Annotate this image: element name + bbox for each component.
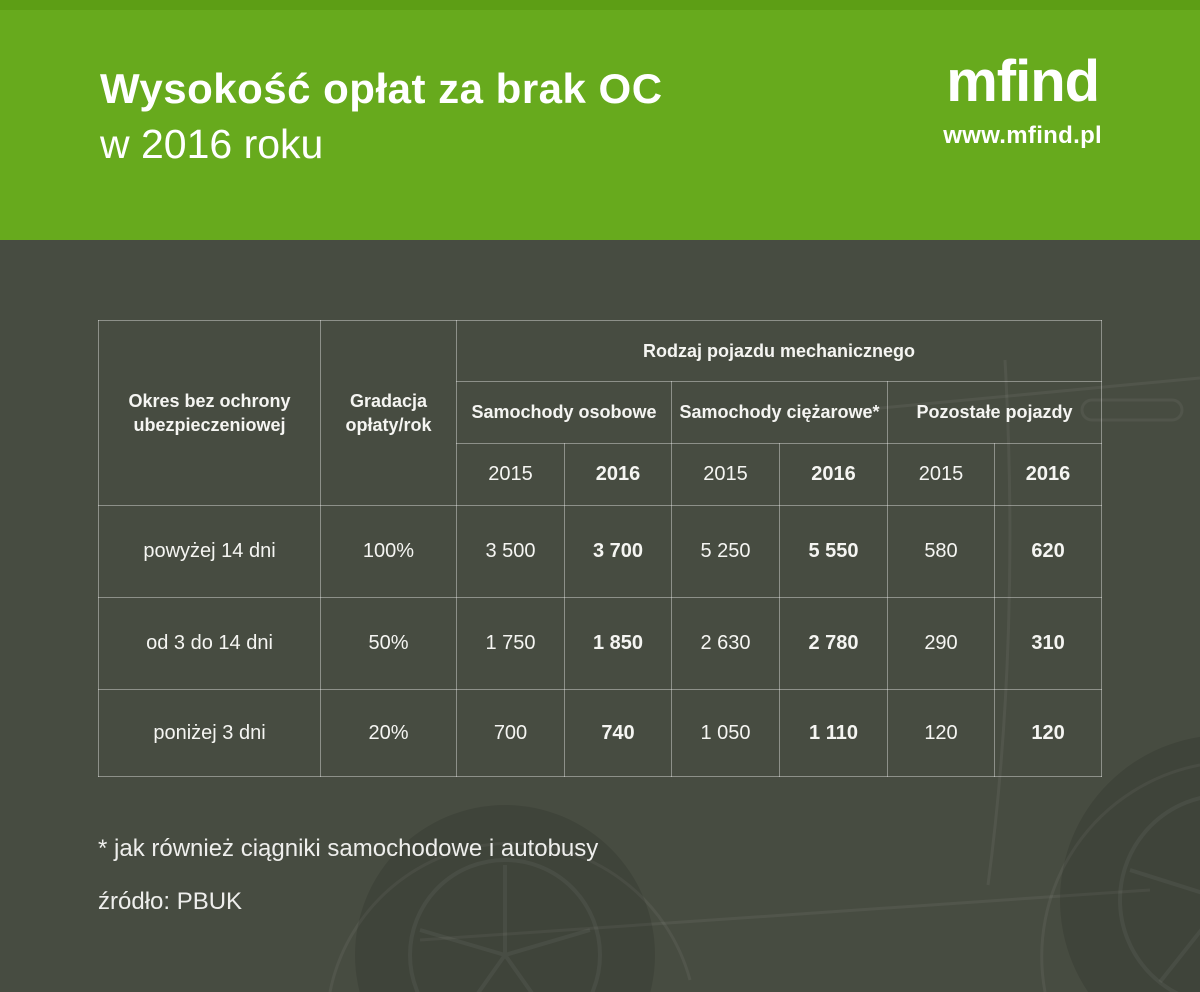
value-cell: 120 (995, 690, 1102, 777)
value-cell: 5 550 (780, 506, 888, 598)
okres-cell: powyżej 14 dni (99, 506, 321, 598)
value-cell: 620 (995, 506, 1102, 598)
header-top-stripe (0, 0, 1200, 10)
year-header: 2015 (457, 444, 565, 506)
value-cell: 310 (995, 598, 1102, 690)
gradacja-cell: 50% (321, 598, 457, 690)
website-url: www.mfind.pl (943, 121, 1102, 149)
page-title (100, 64, 663, 170)
value-cell: 740 (565, 690, 672, 777)
group-header-rodzaj-pojazdu: Rodzaj pojazdu mechanicznego (457, 321, 1102, 382)
title-line-1: Wysokość opłat za brak OC (100, 65, 663, 112)
value-cell: 1 750 (457, 598, 565, 690)
value-cell: 120 (888, 690, 995, 777)
subheader-samochody-ciezarowe: Samochody ciężarowe* (672, 382, 888, 444)
asterisk-footnote: * jak również ciągniki samochodowe i autobusy (98, 835, 599, 862)
year-header: 2015 (672, 444, 780, 506)
value-cell: 580 (888, 506, 995, 598)
column-header-gradacja: Gradacja opłaty/rok (321, 321, 457, 506)
source-note: źródło: PBUK (98, 888, 243, 915)
value-cell: 3 500 (457, 506, 565, 598)
year-header: 2016 (995, 444, 1102, 506)
table-row (99, 690, 1102, 777)
subheader-pozostale-pojazdy: Pozostałe pojazdy (888, 382, 1102, 444)
fees-table (98, 320, 1102, 777)
value-cell: 3 700 (565, 506, 672, 598)
header-banner (0, 0, 1200, 240)
gradacja-cell: 20% (321, 690, 457, 777)
value-cell: 1 850 (565, 598, 672, 690)
year-header: 2016 (780, 444, 888, 506)
subheader-samochody-osobowe: Samochody osobowe (457, 382, 672, 444)
value-cell: 1 110 (780, 690, 888, 777)
column-header-okres: Okres bez ochrony ubezpieczeniowej (99, 321, 321, 506)
okres-cell: poniżej 3 dni (99, 690, 321, 777)
year-header: 2016 (565, 444, 672, 506)
year-header: 2015 (888, 444, 995, 506)
value-cell: 2 630 (672, 598, 780, 690)
okres-cell: od 3 do 14 dni (99, 598, 321, 690)
mfind-logo: mfind (946, 49, 1100, 114)
brand-block (943, 49, 1102, 150)
value-cell: 2 780 (780, 598, 888, 690)
value-cell: 5 250 (672, 506, 780, 598)
value-cell: 290 (888, 598, 995, 690)
title-line-2: w 2016 roku (100, 121, 324, 168)
value-cell: 1 050 (672, 690, 780, 777)
table-row (99, 598, 1102, 690)
gradacja-cell: 100% (321, 506, 457, 598)
value-cell: 700 (457, 690, 565, 777)
content-section (0, 240, 1200, 992)
table-row (99, 506, 1102, 598)
